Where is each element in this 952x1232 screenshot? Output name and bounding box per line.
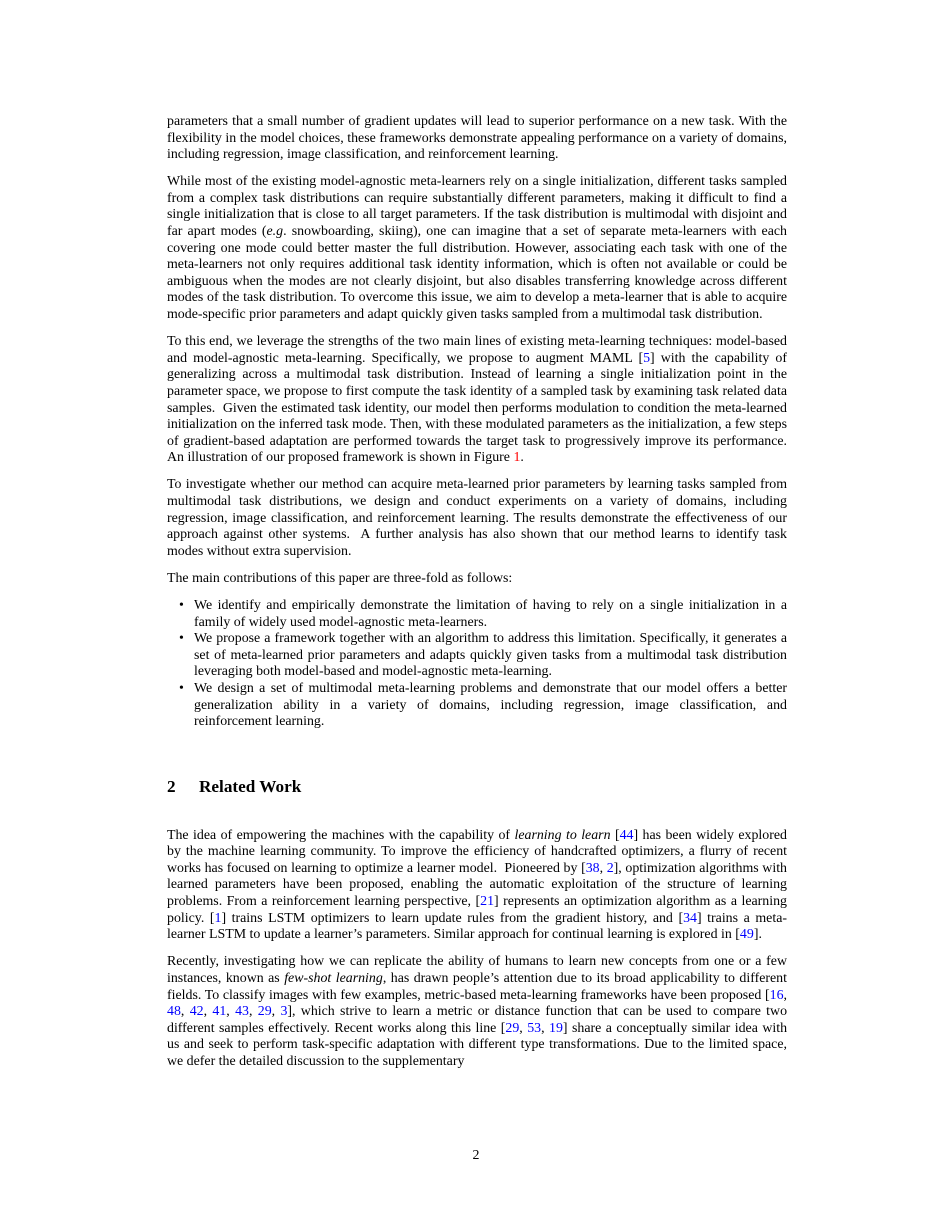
paragraph (167, 954, 791, 1070)
paragraph (167, 477, 791, 560)
section-heading (167, 776, 787, 797)
text-run: We identify and empirically demonstrate the limitation of having to rely on a single initialization in a family of widely used model-agnostic meta-learners. (194, 597, 791, 630)
text-run: learning to learn (514, 827, 611, 843)
list-item (194, 680, 791, 731)
text-run: We propose a framework together with an algorithm to address this limitation. Specifically, it generates a set of meta-learned prior parameters and adapts quickly given tasks from a multimodal task distribution leveraging both model-based and model-agnostic meta-learning. (194, 631, 791, 680)
text-run: Recently, investigating how we can replicate the ability of humans to learn new concepts from one or a few instances, known as (167, 954, 791, 986)
list-item (194, 631, 791, 681)
citation-link[interactable]: 42 (189, 1004, 204, 1020)
text-run: [ (610, 827, 620, 843)
text-run: . snowboarding, skiing), one can imagine that a set of separate meta-learners with each covering one mode could better master the full distribution. However, associating each task with one of the meta-learners not only requires additional task identity information, which is often not available or could be ambiguous when the modes are not clearly disjoint, but also disables transferring knowledge across different modes of the task distribution. To overcome this issue, we aim to develop a meta-learner that is able to acquire mode-specific prior parameters and adapt quickly given tasks sampled from a multimodal task distribution. (167, 224, 791, 323)
text-run: ], optimization algorithms with learned parameters have been proposed, enabling the automatic exploitation of the structure of learning problems. From a reinforcement learning perspective, [ (167, 860, 791, 910)
text-run: The main contributions of this paper are three-fold as follows: (167, 570, 513, 586)
text-run: ] trains LSTM optimizers to learn update rules from the gradient history, and [ (221, 910, 684, 926)
section-number: 2 (167, 776, 176, 796)
text-run: , (599, 860, 607, 876)
paragraph (167, 571, 787, 588)
text-run: We design a set of multimodal meta-learning problems and demonstrate that our model offers a better generalization ability in a variety of domains, including regression, image classification, and reinforcement learning. (194, 680, 791, 730)
citation-link[interactable]: 2 (606, 860, 614, 876)
citation-link[interactable]: 5 (643, 350, 651, 366)
citation-link[interactable]: 29 (257, 1004, 272, 1020)
text-column (167, 114, 791, 1081)
text-run: ] has been widely explored by the machine learning community. To improve the efficiency of handcrafted optimizers, a flurry of recent works has focused on learning to optimize a learner model. Pioneered by [ (167, 827, 791, 876)
paragraph (167, 114, 791, 164)
text-run: While most of the existing model-agnostic meta-learners rely on a single initialization, different tasks sampled from a complex task distributions can require substantially different parameters, making it difficult to find a single initialization that is close to all target parameters. If the task distribution is multimodal with disjoint and far apart modes ( (167, 174, 791, 240)
text-run: , (180, 1004, 190, 1020)
text-run: The idea of empowering the machines with the capability of (167, 827, 515, 843)
citation-link[interactable]: 21 (480, 894, 495, 910)
paragraph (167, 174, 791, 323)
text-run: , (226, 1004, 236, 1020)
paragraph (167, 827, 791, 944)
citation-link[interactable]: 43 (235, 1004, 249, 1020)
text-run: , (783, 987, 791, 1003)
citation-link[interactable]: 16 (769, 987, 784, 1003)
text-run: ] with the capability of generalizing across a multimodal task distribution. Instead of learning a single initialization point in the parameter space, we propose to first compute the task identity of a sampled task by examining task related data samples. Given the estimated task identity, our model then performs modulation to condition the meta-learned initialization on the inferred task mode. Then, with these modulated parameters as the initialization, a few steps of gradient-based adaptation are performed towards the target task to progressively improve its performance. An illustration of our proposed framework is shown in Figure (167, 350, 791, 466)
text-run: few-shot learning (284, 970, 383, 986)
figure-link[interactable]: 1 (513, 450, 521, 466)
text-run: , (541, 1020, 550, 1036)
text-run: To investigate whether our method can acquire meta-learned prior parameters by learning tasks sampled from multimodal task distributions, we design and conduct experiments on a variety of domains, including regression, image classification, and reinforcement learning. The results demonstrate the effectiveness of our approach against other systems. A further analysis has also shown that our method learns to identify task modes without extra supervision. (167, 477, 791, 559)
list-item (194, 597, 791, 631)
text-run: ] share a conceptually similar idea with us and seek to perform task-specific adaptation with different type transformations. Due to the limited space, we defer the detailed discussion to the supplementary (167, 1020, 791, 1069)
text-run: . (520, 450, 524, 466)
citation-link[interactable]: 38 (585, 860, 600, 876)
text-run: , (248, 1004, 258, 1020)
text-run: ]. (753, 927, 762, 943)
contributions-list (167, 597, 791, 731)
text-run: ] represents an optimization algorithm as a learning policy. [ (167, 894, 791, 926)
citation-link[interactable]: 34 (683, 910, 697, 926)
paragraph (167, 334, 791, 467)
page-number: 2 (472, 1148, 480, 1163)
text-run: , (203, 1004, 213, 1020)
text-run: ], which strive to learn a metric or distance function that can be used to compare two different samples effectively. Recent works along this line [ (167, 1004, 791, 1036)
text-run: , (519, 1020, 528, 1036)
text-run: , (271, 1004, 281, 1020)
text-run: To this end, we leverage the strengths of the two main lines of existing meta-learning techniques: model-based and model-agnostic meta-learning. Specifically, we propose to augment MAML [ (167, 334, 791, 366)
section-title: Related Work (199, 776, 302, 796)
citation-link[interactable]: 49 (739, 927, 754, 943)
citation-link[interactable]: 48 (167, 1004, 181, 1020)
citation-link[interactable]: 1 (214, 910, 222, 926)
citation-link[interactable]: 44 (619, 827, 634, 843)
text-run: parameters that a small number of gradient updates will lead to superior performance on a new task. With the flexibility in the model choices, these frameworks demonstrate appealing performance on a variety of domains, including regression, image classification, and reinforcement learning. (167, 114, 791, 163)
citation-link[interactable]: 29 (505, 1020, 520, 1036)
citation-link[interactable]: 3 (280, 1004, 288, 1020)
citation-link[interactable]: 19 (549, 1020, 563, 1036)
text-run: e.g (266, 224, 284, 240)
text-run: ] trains a meta-learner LSTM to update a learner’s parameters. Similar approach for continual learning is explored in [ (167, 910, 787, 943)
citation-link[interactable]: 53 (527, 1020, 542, 1036)
citation-link[interactable]: 41 (212, 1004, 227, 1020)
text-run: , has drawn people’s attention due to its broad applicability to different fields. To classify images with few examples, metric-based meta-learning frameworks have been proposed [ (167, 970, 791, 1003)
